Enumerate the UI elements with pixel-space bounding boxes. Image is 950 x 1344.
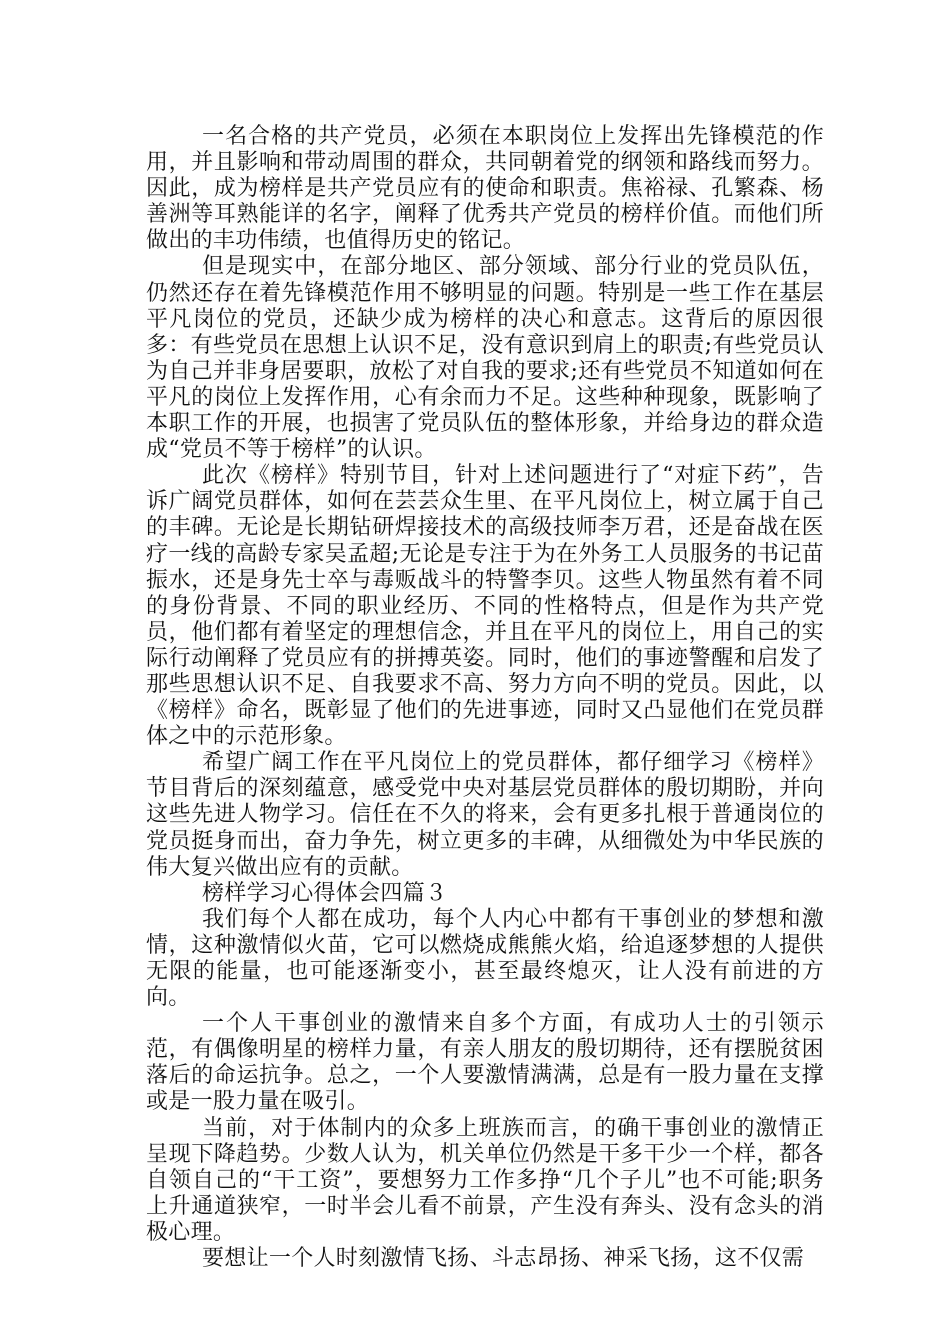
paragraph-1: 一名合格的共产党员，必须在本职岗位上发挥出先锋模范的作用，并且影响和带动周围的群众，共同朝着党的纲领和路线而努力。因此，成为榜样是共产党员应有的使命和职责。焦裕禄、孔繁森、杨善洲等耳熟能详的名字，阐释了优秀共产党员的榜样价值。而他们所做出的丰功伟绩，也值得历史的铭记。 (146, 124, 824, 254)
paragraph-4: 希望广阔工作在平凡岗位上的党员群体，都仔细学习《榜样》节目背后的深刻蕴意，感受党中央对基层党员群体的殷切期盼，并向这些先进人物学习。信任在不久的将来，会有更多扎根于普通岗位的党员挺身而出，奋力争先，树立更多的丰碑，从细微处为中华民族的伟大复兴做出应有的贡献。 (146, 750, 824, 880)
document-body (146, 124, 824, 1272)
section-paragraph-3: 当前，对于体制内的众多上班族而言，的确干事创业的激情正呈现下降趋势。少数人认为，机关单位仍然是干多干少一个样，都各自领自己的“干工资”，要想努力工作多挣“几个子儿”也不可能;职务上升通道狭窄，一时半会儿看不前景，产生没有奔头、没有念头的消极心理。 (146, 1115, 824, 1245)
section-paragraph-2: 一个人干事创业的激情来自多个方面，有成功人士的引领示范，有偶像明星的榜样力量，有亲人朋友的殷切期待，还有摆脱贫困落后的命运抗争。总之，一个人要激情满满，总是有一股力量在支撑或是一股力量在吸引。 (146, 1011, 824, 1115)
section-title: 榜样学习心得体会四篇３ (202, 880, 448, 906)
section-paragraph-4: 要想让一个人时刻激情飞扬、斗志昂扬、神采飞扬，这不仅需 (202, 1246, 805, 1272)
paragraph-3: 此次《榜样》特别节目，针对上述问题进行了“对症下药”，告诉广阔党员群体，如何在芸芸众生里、在平凡岗位上，树立属于自己的丰碑。无论是长期钻研焊接技术的高级技师李万君，还是奋战在医疗一线的高龄专家吴孟超;无论是专注于为在外务工人员服务的书记苗振水，还是身先士卒与毒贩战斗的特警李贝。这些人物虽然有着不同的身份背景、不同的职业经历、不同的性格特点，但是作为共产党员，他们都有着坚定的理想信念，并且在平凡的岗位上，用自己的实际行动阐释了党员应有的拼搏英姿。同时，他们的事迹警醒和启发了那些思想认识不足、自我要求不高、努力方向不明的党员。因此，以《榜样》命名，既彰显了他们的先进事迹，同时又凸显他们在党员群体之中的示范形象。 (146, 463, 824, 750)
paragraph-2: 但是现实中，在部分地区、部分领域、部分行业的党员队伍，仍然还存在着先锋模范作用不够明显的问题。特别是一些工作在基层平凡岗位的党员，还缺少成为榜样的决心和意志。这背后的原因很多：有些党员在思想上认识不足，没有意识到肩上的职责;有些党员认为自己并非身居要职，放松了对自我的要求;还有些党员不知道如何在平凡的岗位上发挥作用，心有余而力不足。这些种种现象，既影响了本职工作的开展，也损害了党员队伍的整体形象，并给身边的群众造成“党员不等于榜样”的认识。 (146, 254, 824, 463)
section-paragraph-1: 我们每个人都在成功，每个人内心中都有干事创业的梦想和激情，这种激情似火苗，它可以燃烧成熊熊火焰，给追逐梦想的人提供无限的能量，也可能逐渐变小，甚至最终熄灭，让人没有前进的方向。 (146, 906, 824, 1011)
